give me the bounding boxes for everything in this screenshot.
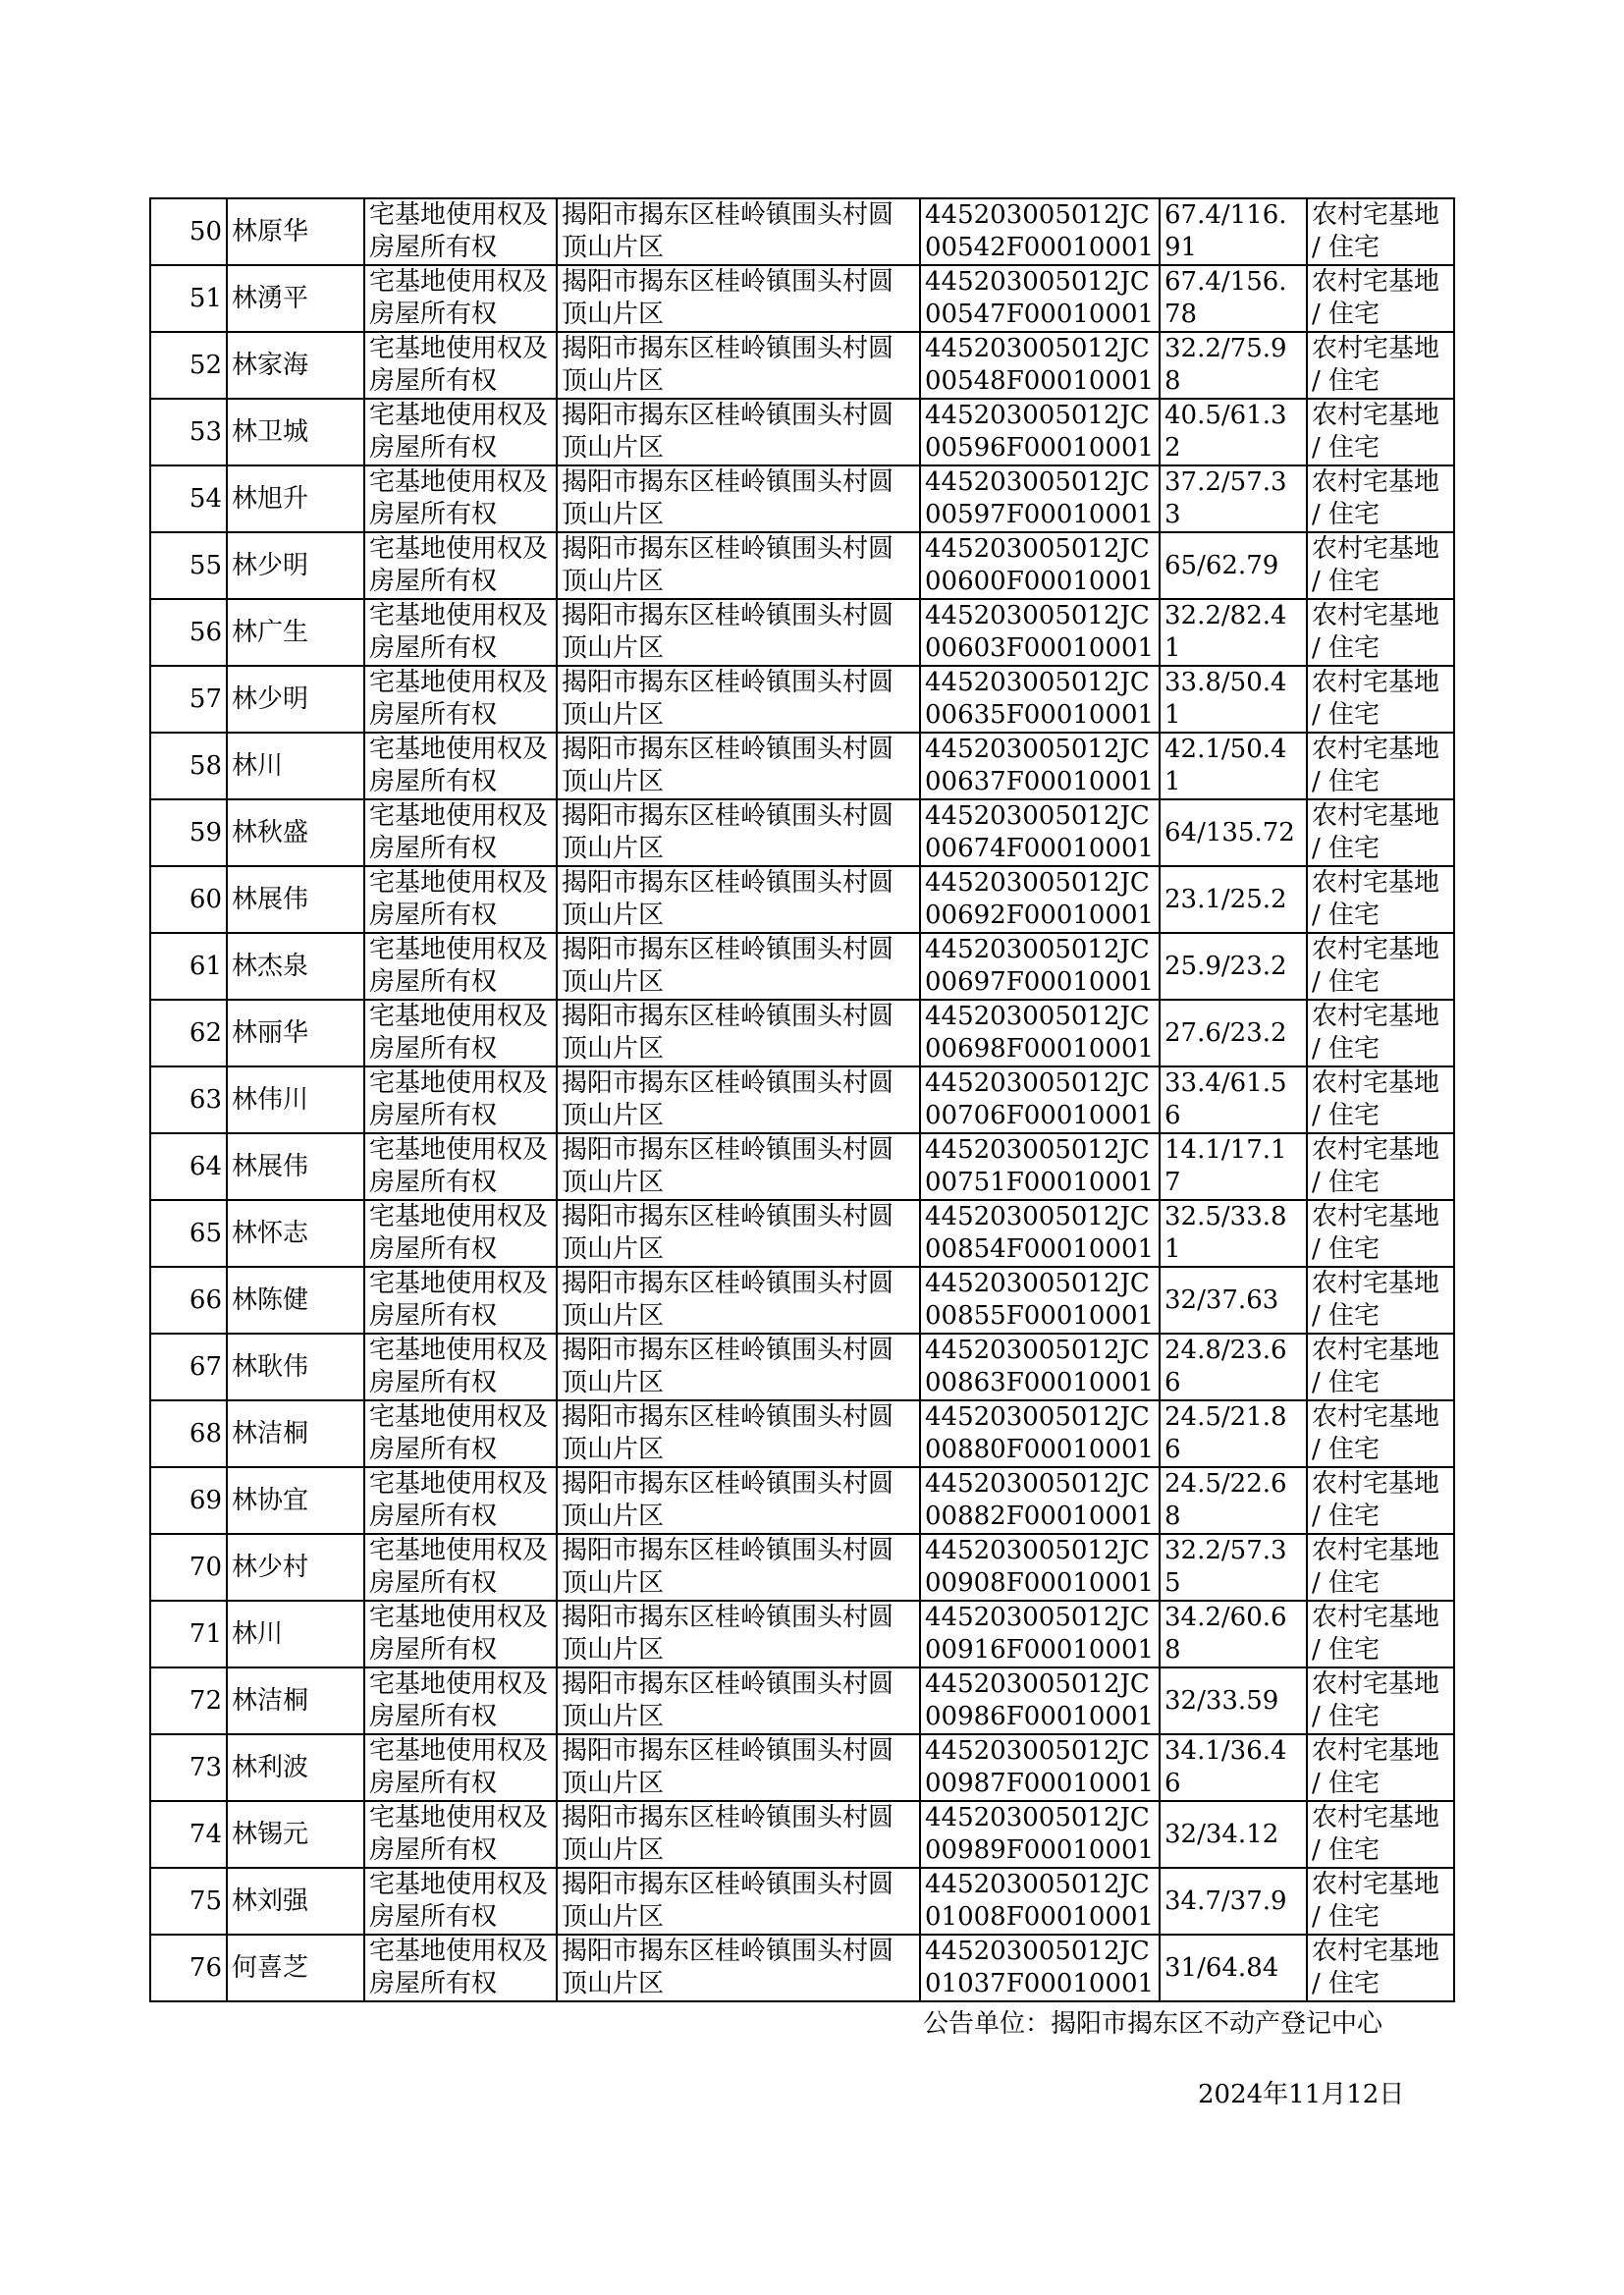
owner-name: 林耿伟	[227, 1334, 364, 1400]
unit-code: 445203005012JC00880F00010001	[920, 1400, 1160, 1467]
row-number: 62	[150, 1000, 227, 1066]
table-row	[150, 1267, 1454, 1334]
table-row	[150, 666, 1454, 733]
property-location: 揭阳市揭东区桂岭镇围头村圆顶山片区	[557, 465, 920, 532]
land-use: 农村宅基地 / 住宅	[1307, 1601, 1454, 1667]
property-location: 揭阳市揭东区桂岭镇围头村圆顶山片区	[557, 1267, 920, 1334]
row-number: 55	[150, 532, 227, 599]
row-number: 71	[150, 1601, 227, 1667]
right-type: 宅基地使用权及房屋所有权	[364, 1935, 557, 2001]
owner-name: 林利波	[227, 1734, 364, 1801]
unit-code: 445203005012JC01008F00010001	[920, 1868, 1160, 1935]
area-value: 32/33.59	[1160, 1667, 1307, 1734]
area-value: 14.1/17.17	[1160, 1133, 1307, 1200]
table-row	[150, 1334, 1454, 1400]
area-value: 24.5/22.68	[1160, 1467, 1307, 1534]
owner-name: 林原华	[227, 198, 364, 265]
right-type: 宅基地使用权及房屋所有权	[364, 1601, 557, 1667]
land-use: 农村宅基地 / 住宅	[1307, 399, 1454, 465]
row-number: 59	[150, 799, 227, 866]
row-number: 56	[150, 599, 227, 666]
right-type: 宅基地使用权及房屋所有权	[364, 1133, 557, 1200]
right-type: 宅基地使用权及房屋所有权	[364, 1066, 557, 1133]
property-location: 揭阳市揭东区桂岭镇围头村圆顶山片区	[557, 1868, 920, 1935]
row-number: 76	[150, 1935, 227, 2001]
land-use: 农村宅基地 / 住宅	[1307, 1000, 1454, 1066]
table-row	[150, 1066, 1454, 1133]
table-row	[150, 465, 1454, 532]
row-number: 61	[150, 933, 227, 1000]
owner-name: 林川	[227, 1601, 364, 1667]
table-row	[150, 332, 1454, 399]
row-number: 65	[150, 1200, 227, 1267]
right-type: 宅基地使用权及房屋所有权	[364, 866, 557, 933]
property-location: 揭阳市揭东区桂岭镇围头村圆顶山片区	[557, 1734, 920, 1801]
land-use: 农村宅基地 / 住宅	[1307, 1534, 1454, 1601]
area-value: 64/135.72	[1160, 799, 1307, 866]
property-location: 揭阳市揭东区桂岭镇围头村圆顶山片区	[557, 1066, 920, 1133]
row-number: 66	[150, 1267, 227, 1334]
owner-name: 林陈健	[227, 1267, 364, 1334]
unit-code: 445203005012JC00706F00010001	[920, 1066, 1160, 1133]
table-row	[150, 1200, 1454, 1267]
right-type: 宅基地使用权及房屋所有权	[364, 399, 557, 465]
unit-code: 445203005012JC00547F00010001	[920, 265, 1160, 332]
owner-name: 林锡元	[227, 1801, 364, 1868]
land-use: 农村宅基地 / 住宅	[1307, 1200, 1454, 1267]
property-location: 揭阳市揭东区桂岭镇围头村圆顶山片区	[557, 799, 920, 866]
owner-name: 林洁桐	[227, 1667, 364, 1734]
registration-table	[149, 197, 1455, 2002]
row-number: 74	[150, 1801, 227, 1868]
area-value: 32.5/33.81	[1160, 1200, 1307, 1267]
area-value: 37.2/57.33	[1160, 465, 1307, 532]
table-row	[150, 1935, 1454, 2001]
area-value: 24.5/21.86	[1160, 1400, 1307, 1467]
area-value: 32.2/82.41	[1160, 599, 1307, 666]
table-row	[150, 1000, 1454, 1066]
table-row	[150, 1667, 1454, 1734]
owner-name: 林展伟	[227, 1133, 364, 1200]
area-value: 33.4/61.56	[1160, 1066, 1307, 1133]
owner-name: 林少村	[227, 1534, 364, 1601]
land-use: 农村宅基地 / 住宅	[1307, 599, 1454, 666]
table-row	[150, 198, 1454, 265]
table-row	[150, 1534, 1454, 1601]
unit-code: 445203005012JC00987F00010001	[920, 1734, 1160, 1801]
unit-code: 445203005012JC00674F00010001	[920, 799, 1160, 866]
land-use: 农村宅基地 / 住宅	[1307, 265, 1454, 332]
property-location: 揭阳市揭东区桂岭镇围头村圆顶山片区	[557, 532, 920, 599]
area-value: 34.2/60.68	[1160, 1601, 1307, 1667]
right-type: 宅基地使用权及房屋所有权	[364, 532, 557, 599]
owner-name: 林少明	[227, 532, 364, 599]
row-number: 53	[150, 399, 227, 465]
area-value: 65/62.79	[1160, 532, 1307, 599]
table-row	[150, 1868, 1454, 1935]
area-value: 32/34.12	[1160, 1801, 1307, 1868]
row-number: 54	[150, 465, 227, 532]
unit-code: 445203005012JC00637F00010001	[920, 733, 1160, 799]
unit-code: 445203005012JC00698F00010001	[920, 1000, 1160, 1066]
unit-code: 445203005012JC00882F00010001	[920, 1467, 1160, 1534]
land-use: 农村宅基地 / 住宅	[1307, 866, 1454, 933]
right-type: 宅基地使用权及房屋所有权	[364, 1400, 557, 1467]
right-type: 宅基地使用权及房屋所有权	[364, 1334, 557, 1400]
right-type: 宅基地使用权及房屋所有权	[364, 933, 557, 1000]
owner-name: 林少明	[227, 666, 364, 733]
row-number: 67	[150, 1334, 227, 1400]
unit-code: 445203005012JC00597F00010001	[920, 465, 1160, 532]
row-number: 73	[150, 1734, 227, 1801]
area-value: 42.1/50.41	[1160, 733, 1307, 799]
table-row	[150, 1734, 1454, 1801]
property-location: 揭阳市揭东区桂岭镇围头村圆顶山片区	[557, 1601, 920, 1667]
owner-name: 林伟川	[227, 1066, 364, 1133]
right-type: 宅基地使用权及房屋所有权	[364, 1467, 557, 1534]
table-row	[150, 599, 1454, 666]
land-use: 农村宅基地 / 住宅	[1307, 1935, 1454, 2001]
property-location: 揭阳市揭东区桂岭镇围头村圆顶山片区	[557, 599, 920, 666]
row-number: 51	[150, 265, 227, 332]
area-value: 23.1/25.2	[1160, 866, 1307, 933]
table-body	[150, 198, 1454, 2001]
unit-code: 445203005012JC00751F00010001	[920, 1133, 1160, 1200]
land-use: 农村宅基地 / 住宅	[1307, 465, 1454, 532]
unit-code: 445203005012JC00600F00010001	[920, 532, 1160, 599]
land-use: 农村宅基地 / 住宅	[1307, 1801, 1454, 1868]
owner-name: 林协宜	[227, 1467, 364, 1534]
right-type: 宅基地使用权及房屋所有权	[364, 1200, 557, 1267]
owner-name: 林怀志	[227, 1200, 364, 1267]
land-use: 农村宅基地 / 住宅	[1307, 933, 1454, 1000]
property-location: 揭阳市揭东区桂岭镇围头村圆顶山片区	[557, 1935, 920, 2001]
table-row	[150, 265, 1454, 332]
land-use: 农村宅基地 / 住宅	[1307, 532, 1454, 599]
owner-name: 林丽华	[227, 1000, 364, 1066]
property-location: 揭阳市揭东区桂岭镇围头村圆顶山片区	[557, 198, 920, 265]
land-use: 农村宅基地 / 住宅	[1307, 1400, 1454, 1467]
right-type: 宅基地使用权及房屋所有权	[364, 799, 557, 866]
table-row	[150, 399, 1454, 465]
area-value: 34.7/37.9	[1160, 1868, 1307, 1935]
owner-name: 林洁桐	[227, 1400, 364, 1467]
property-location: 揭阳市揭东区桂岭镇围头村圆顶山片区	[557, 1534, 920, 1601]
table-row	[150, 1467, 1454, 1534]
land-use: 农村宅基地 / 住宅	[1307, 1334, 1454, 1400]
row-number: 75	[150, 1868, 227, 1935]
table-row	[150, 933, 1454, 1000]
land-use: 农村宅基地 / 住宅	[1307, 1133, 1454, 1200]
table-row	[150, 866, 1454, 933]
table-row	[150, 733, 1454, 799]
land-use: 农村宅基地 / 住宅	[1307, 1467, 1454, 1534]
unit-code: 445203005012JC00596F00010001	[920, 399, 1160, 465]
area-value: 33.8/50.41	[1160, 666, 1307, 733]
property-location: 揭阳市揭东区桂岭镇围头村圆顶山片区	[557, 399, 920, 465]
row-number: 57	[150, 666, 227, 733]
right-type: 宅基地使用权及房屋所有权	[364, 1801, 557, 1868]
row-number: 69	[150, 1467, 227, 1534]
row-number: 63	[150, 1066, 227, 1133]
area-value: 31/64.84	[1160, 1935, 1307, 2001]
row-number: 60	[150, 866, 227, 933]
row-number: 68	[150, 1400, 227, 1467]
land-use: 农村宅基地 / 住宅	[1307, 733, 1454, 799]
table-row	[150, 1601, 1454, 1667]
unit-code: 445203005012JC00603F00010001	[920, 599, 1160, 666]
unit-code: 445203005012JC00863F00010001	[920, 1334, 1160, 1400]
owner-name: 林湧平	[227, 265, 364, 332]
area-value: 67.4/116.91	[1160, 198, 1307, 265]
right-type: 宅基地使用权及房屋所有权	[364, 332, 557, 399]
owner-name: 林广生	[227, 599, 364, 666]
property-location: 揭阳市揭东区桂岭镇围头村圆顶山片区	[557, 1133, 920, 1200]
right-type: 宅基地使用权及房屋所有权	[364, 1667, 557, 1734]
area-value: 67.4/156.78	[1160, 265, 1307, 332]
owner-name: 林家海	[227, 332, 364, 399]
table-row	[150, 532, 1454, 599]
right-type: 宅基地使用权及房屋所有权	[364, 1534, 557, 1601]
area-value: 25.9/23.2	[1160, 933, 1307, 1000]
land-use: 农村宅基地 / 住宅	[1307, 332, 1454, 399]
unit-code: 445203005012JC00989F00010001	[920, 1801, 1160, 1868]
unit-code: 445203005012JC00854F00010001	[920, 1200, 1160, 1267]
unit-code: 445203005012JC00697F00010001	[920, 933, 1160, 1000]
property-location: 揭阳市揭东区桂岭镇围头村圆顶山片区	[557, 1334, 920, 1400]
property-location: 揭阳市揭东区桂岭镇围头村圆顶山片区	[557, 1801, 920, 1868]
unit-code: 445203005012JC00908F00010001	[920, 1534, 1160, 1601]
right-type: 宅基地使用权及房屋所有权	[364, 1868, 557, 1935]
area-value: 27.6/23.2	[1160, 1000, 1307, 1066]
property-location: 揭阳市揭东区桂岭镇围头村圆顶山片区	[557, 1667, 920, 1734]
owner-name: 林秋盛	[227, 799, 364, 866]
land-use: 农村宅基地 / 住宅	[1307, 1667, 1454, 1734]
row-number: 70	[150, 1534, 227, 1601]
announcing-unit: 公告单位：揭阳市揭东区不动产登记中心	[923, 2009, 1383, 2039]
property-location: 揭阳市揭东区桂岭镇围头村圆顶山片区	[557, 1400, 920, 1467]
property-location: 揭阳市揭东区桂岭镇围头村圆顶山片区	[557, 933, 920, 1000]
announcement-date: 2024年11月12日	[1198, 2080, 1405, 2109]
area-value: 32.2/57.35	[1160, 1534, 1307, 1601]
property-location: 揭阳市揭东区桂岭镇围头村圆顶山片区	[557, 1200, 920, 1267]
unit-code: 445203005012JC00916F00010001	[920, 1601, 1160, 1667]
land-use: 农村宅基地 / 住宅	[1307, 799, 1454, 866]
unit-code: 445203005012JC00986F00010001	[920, 1667, 1160, 1734]
table-row	[150, 799, 1454, 866]
property-location: 揭阳市揭东区桂岭镇围头村圆顶山片区	[557, 666, 920, 733]
row-number: 58	[150, 733, 227, 799]
row-number: 64	[150, 1133, 227, 1200]
land-use: 农村宅基地 / 住宅	[1307, 666, 1454, 733]
property-location: 揭阳市揭东区桂岭镇围头村圆顶山片区	[557, 265, 920, 332]
area-value: 32.2/75.98	[1160, 332, 1307, 399]
right-type: 宅基地使用权及房屋所有权	[364, 1000, 557, 1066]
right-type: 宅基地使用权及房屋所有权	[364, 465, 557, 532]
area-value: 24.8/23.66	[1160, 1334, 1307, 1400]
right-type: 宅基地使用权及房屋所有权	[364, 599, 557, 666]
property-location: 揭阳市揭东区桂岭镇围头村圆顶山片区	[557, 866, 920, 933]
unit-code: 445203005012JC00635F00010001	[920, 666, 1160, 733]
property-location: 揭阳市揭东区桂岭镇围头村圆顶山片区	[557, 1000, 920, 1066]
row-number: 50	[150, 198, 227, 265]
table-row	[150, 1801, 1454, 1868]
row-number: 52	[150, 332, 227, 399]
right-type: 宅基地使用权及房屋所有权	[364, 1267, 557, 1334]
unit-code: 445203005012JC01037F00010001	[920, 1935, 1160, 2001]
right-type: 宅基地使用权及房屋所有权	[364, 666, 557, 733]
unit-code: 445203005012JC00548F00010001	[920, 332, 1160, 399]
property-location: 揭阳市揭东区桂岭镇围头村圆顶山片区	[557, 733, 920, 799]
unit-code: 445203005012JC00855F00010001	[920, 1267, 1160, 1334]
right-type: 宅基地使用权及房屋所有权	[364, 1734, 557, 1801]
unit-code: 445203005012JC00692F00010001	[920, 866, 1160, 933]
property-location: 揭阳市揭东区桂岭镇围头村圆顶山片区	[557, 1467, 920, 1534]
owner-name: 何喜芝	[227, 1935, 364, 2001]
owner-name: 林川	[227, 733, 364, 799]
unit-code: 445203005012JC00542F00010001	[920, 198, 1160, 265]
owner-name: 林旭升	[227, 465, 364, 532]
right-type: 宅基地使用权及房屋所有权	[364, 198, 557, 265]
table-row	[150, 1133, 1454, 1200]
owner-name: 林刘强	[227, 1868, 364, 1935]
property-location: 揭阳市揭东区桂岭镇围头村圆顶山片区	[557, 332, 920, 399]
land-use: 农村宅基地 / 住宅	[1307, 1734, 1454, 1801]
row-number: 72	[150, 1667, 227, 1734]
land-use: 农村宅基地 / 住宅	[1307, 1066, 1454, 1133]
right-type: 宅基地使用权及房屋所有权	[364, 733, 557, 799]
land-use: 农村宅基地 / 住宅	[1307, 1868, 1454, 1935]
table-row	[150, 1400, 1454, 1467]
land-use: 农村宅基地 / 住宅	[1307, 198, 1454, 265]
owner-name: 林卫城	[227, 399, 364, 465]
right-type: 宅基地使用权及房屋所有权	[364, 265, 557, 332]
owner-name: 林展伟	[227, 866, 364, 933]
area-value: 34.1/36.46	[1160, 1734, 1307, 1801]
land-use: 农村宅基地 / 住宅	[1307, 1267, 1454, 1334]
area-value: 32/37.63	[1160, 1267, 1307, 1334]
owner-name: 林杰泉	[227, 933, 364, 1000]
area-value: 40.5/61.32	[1160, 399, 1307, 465]
